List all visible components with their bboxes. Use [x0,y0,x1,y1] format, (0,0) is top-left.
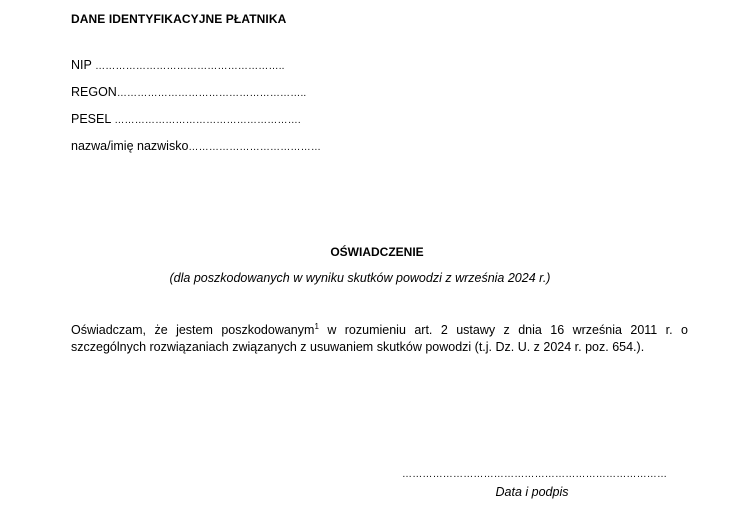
signature-line[interactable]: …………………………………………………………………… [402,469,668,480]
nip-label: NIP [71,58,96,72]
name-field [71,139,321,153]
regon-label: REGON [71,85,117,99]
declaration-body [71,322,688,356]
nip-input-dots[interactable]: ……………………………………………….. [95,61,285,72]
declaration-body-end: w rozumieniu art. 2 ustawy z dnia 16 września 2011 r. o szczególnych rozwiązaniach związanych z usuwaniem skutków powodzi (t.j. Dz. U. z 2024 r. poz. 654.). [71,323,688,354]
footnote-reference: 1 [314,321,319,331]
payer-section-heading: DANE IDENTYFIKACYJNE PŁATNIKA [71,12,287,26]
pesel-input-dots[interactable]: ………………………………………………. [114,115,301,126]
declaration-title: OŚWIADCZENIE [330,245,424,259]
name-label: nazwa/imię nazwisko [71,139,189,153]
regon-input-dots[interactable]: ……………………………………………….. [116,88,307,99]
name-input-dots[interactable]: ………………………………… [188,142,322,153]
declaration-subtitle: (dla poszkodowanych w wyniku skutków powodzi z września 2024 r.) [169,271,551,285]
declaration-body-start: Oświadczam, że jestem poszkodowanym [71,323,315,337]
nip-field [71,58,285,72]
signature-label: Data i podpis [495,485,569,499]
regon-field [71,85,306,99]
pesel-field [71,112,301,126]
pesel-label: PESEL [71,112,115,126]
